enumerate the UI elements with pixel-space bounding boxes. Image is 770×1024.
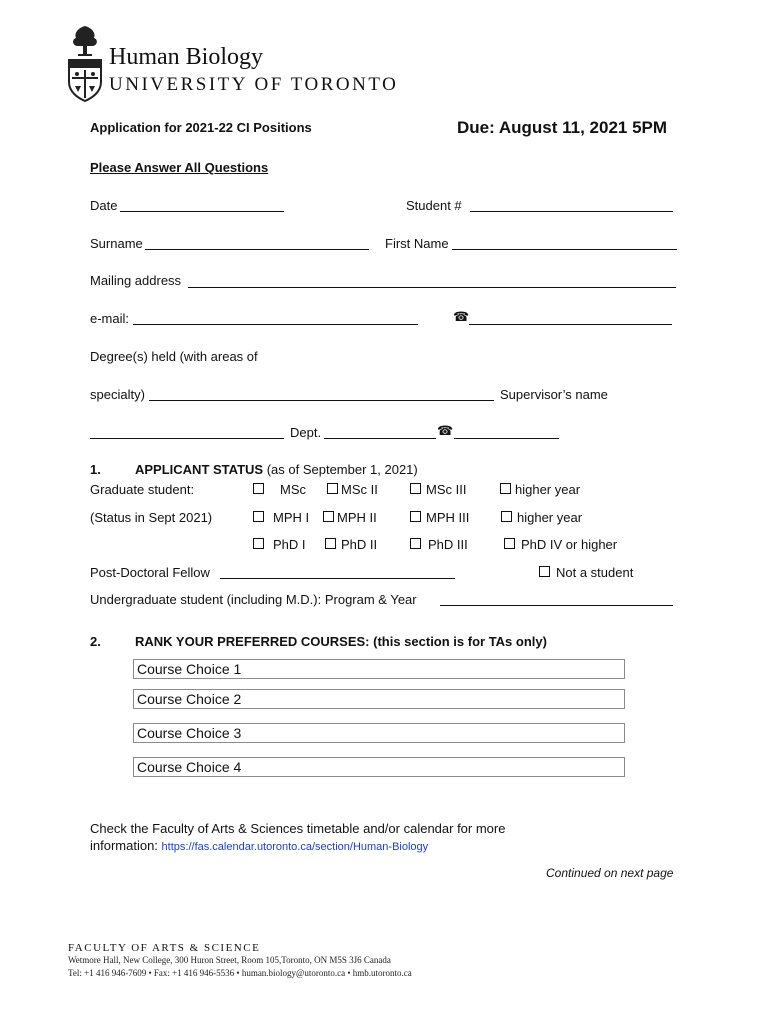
course-choice-1-input[interactable] [133,659,625,679]
checkbox-mph-i[interactable] [253,511,264,522]
specialty-label: specialty) [90,387,145,402]
dept-field[interactable] [324,438,436,439]
form-title: Application for 2021-22 CI Positions [90,120,312,135]
checkbox-msc-higher[interactable] [500,483,511,494]
mailing-address-field[interactable] [188,287,676,288]
info-label: information: [90,838,158,853]
option-phd-higher: PhD IV or higher [521,537,618,552]
first-name-label: First Name [385,236,449,251]
phone-icon: ☎ [453,309,470,324]
info-text-line-1: Check the Faculty of Arts & Sciences timetable and/or calendar for more [90,821,506,836]
checkbox-phd-i[interactable] [253,538,264,549]
info-text-line-2 [90,838,428,853]
option-mph-higher: higher year [517,510,583,525]
checkbox-mph-iii[interactable] [410,511,421,522]
section-2-title: RANK YOUR PREFERRED COURSES: (this section is for TAs only) [135,634,547,649]
email-field[interactable] [133,324,418,325]
footer-faculty: FACULTY OF ARTS & SCIENCE [68,942,261,954]
option-mph-i: MPH I [273,510,310,525]
section-1-number: 1. [90,462,101,477]
dept-phone-field[interactable] [454,438,559,439]
postdoc-label: Post-Doctoral Fellow [90,565,210,580]
university-name: UNIVERSITY OF TORONTO [109,74,399,95]
graduate-student-label: Graduate student: [90,482,195,497]
footer-contact: Tel: +1 416 946-7609 • Fax: +1 416 946-5536 • human.biology@utoronto.ca • hmb.utoronto.ca [68,968,412,978]
section-1-heading [135,462,418,477]
checkbox-msc-iii[interactable] [410,483,421,494]
phone-field[interactable] [469,324,672,325]
due-date: Due: August 11, 2021 5PM [457,118,668,137]
footer-address: Wetmore Hall, New College, 300 Huron Street, Room 105,Toronto, ON M5S 3J6 Canada [68,955,391,965]
dept-phone-icon: ☎ [437,423,454,438]
course-choice-4-input[interactable] [133,757,625,777]
option-mph-iii: MPH III [426,510,470,525]
option-mph-ii: MPH II [337,510,377,525]
course-choice-3-input[interactable] [133,723,625,743]
specialty-field[interactable] [149,400,494,401]
department-name: Human Biology [109,44,263,70]
undergrad-field[interactable] [440,605,673,606]
option-phd-ii: PhD II [341,537,378,552]
option-msc-iii: MSc III [426,482,467,497]
date-field[interactable] [120,211,284,212]
option-msc-higher: higher year [515,482,581,497]
course-choice-2-input[interactable] [133,689,625,709]
option-not-student: Not a student [556,565,634,580]
student-number-field[interactable] [470,211,673,212]
email-label: e-mail: [90,311,130,326]
continued-note: Continued on next page [546,866,674,880]
checkbox-msc-ii[interactable] [327,483,338,494]
supervisor-field[interactable] [90,438,284,439]
postdoc-field[interactable] [220,578,455,579]
first-name-field[interactable] [452,249,677,250]
section-1-subtitle: (as of September 1, 2021) [266,462,418,477]
checkbox-not-student[interactable] [539,566,550,577]
option-msc: MSc [280,482,306,497]
undergrad-label: Undergraduate student (including M.D.): Program & Year [90,592,417,607]
student-number-label: Student # [406,198,462,213]
option-phd-iii: PhD III [428,537,468,552]
checkbox-phd-ii[interactable] [325,538,336,549]
checkbox-mph-ii[interactable] [323,511,334,522]
checkbox-phd-iii[interactable] [410,538,421,549]
date-label: Date [90,198,118,213]
dept-label: Dept. [290,425,322,440]
supervisor-label: Supervisor’s name [500,387,608,402]
surname-field[interactable] [145,249,369,250]
section-1-title: APPLICANT STATUS [135,462,264,477]
instructions: Please Answer All Questions [90,160,269,175]
option-phd-i: PhD I [273,537,306,552]
calendar-link[interactable]: https://fas.calendar.utoronto.ca/section/Human-Biology [161,841,429,853]
status-sept-label: (Status in Sept 2021) [90,510,213,525]
checkbox-phd-higher[interactable] [504,538,515,549]
university-crest-logo [64,24,106,104]
mailing-address-label: Mailing address [90,273,182,288]
surname-label: Surname [90,236,143,251]
option-msc-ii: MSc II [341,482,378,497]
checkbox-msc[interactable] [253,483,264,494]
checkbox-mph-higher[interactable] [501,511,512,522]
section-2-number: 2. [90,634,101,649]
degree-label: Degree(s) held (with areas of [90,349,258,364]
